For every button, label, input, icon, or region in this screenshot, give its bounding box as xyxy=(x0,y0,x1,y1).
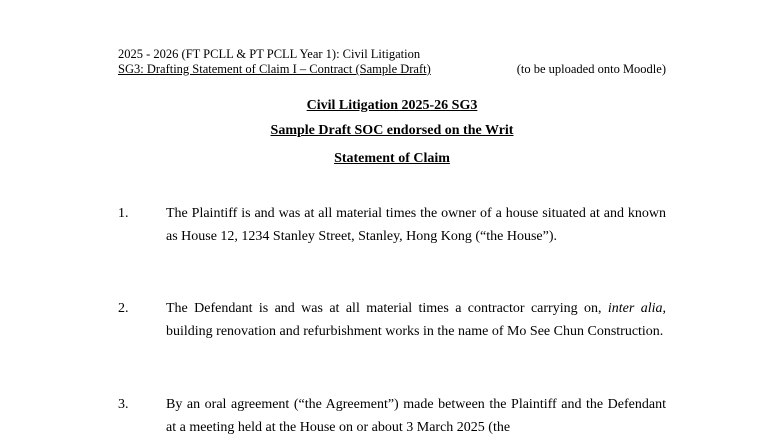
paragraph-number: 2. xyxy=(118,301,129,316)
italic-phrase: inter alia xyxy=(607,301,663,316)
paragraph-number: 3. xyxy=(118,397,129,412)
statement-heading: Statement of Claim xyxy=(334,151,450,166)
session-header xyxy=(118,62,666,77)
paragraph-text xyxy=(166,297,666,343)
course-header: 2025 - 2026 (FT PCLL & PT PCLL Year 1): Civil Litigation xyxy=(118,47,421,61)
upload-note: (to be uploaded onto Moodle) xyxy=(516,62,666,76)
paragraph-text: By an oral agreement (“the Agreement”) made between the Plaintiff and the Defendant at a meeting held at the House on or about 3 March 2025 (the xyxy=(166,397,666,435)
paragraph-number: 1. xyxy=(118,206,129,221)
paragraph-text: The Plaintiff is and was at all material times the owner of a house situated at and known as House 12, 1234 Stanley Street, Stanley, Hong Kong (“the House”). xyxy=(166,206,666,244)
session-title: SG3: Drafting Statement of Claim I – Contract (Sample Draft) xyxy=(118,62,431,76)
document-subtitle: Sample Draft SOC endorsed on the Writ xyxy=(270,123,514,138)
paragraph-text-part: The Defendant is and was at all material times a contractor carrying on, xyxy=(166,301,608,316)
document-title: Civil Litigation 2025-26 SG3 xyxy=(306,98,478,113)
paragraph-text-part: , building renovation and refurbishment works in the name of Mo See Chun Construction. xyxy=(166,301,666,339)
